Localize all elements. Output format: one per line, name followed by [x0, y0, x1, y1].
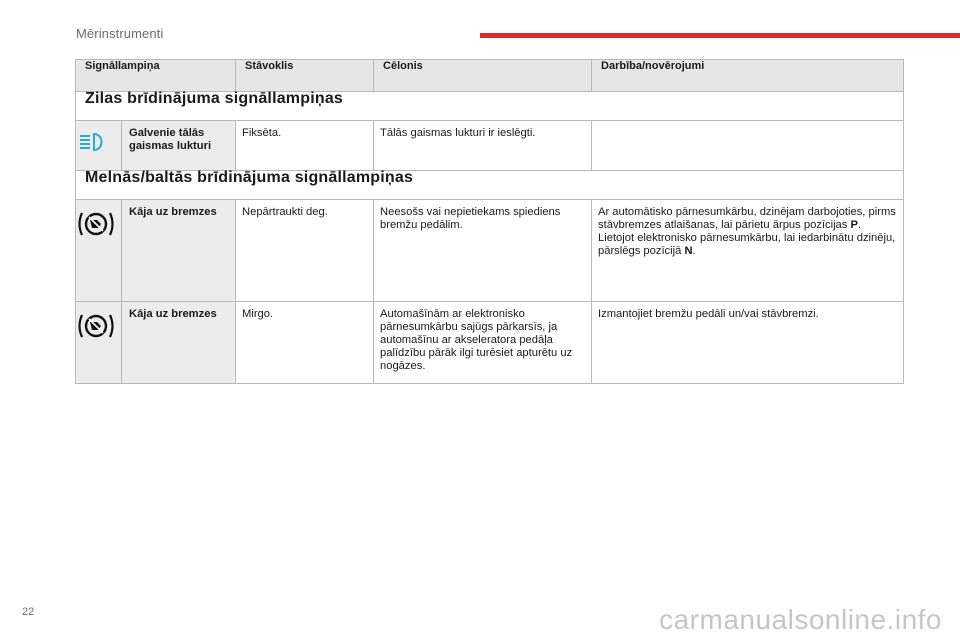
table-row [76, 200, 904, 302]
action-text: Ar automātisko pārnesumkārbu, dzinējam darbojoties, pirms stāvbremzes atlaišanas, lai pārietu ārpus pozīcijas [598, 206, 896, 231]
group-header-row [76, 92, 904, 121]
lamp-state: Mirgo. [236, 302, 374, 384]
table-row [76, 121, 904, 171]
column-header-action: Darbība/novērojumi [592, 60, 904, 92]
lamp-state: Fiksēta. [236, 121, 374, 171]
action-text: Lietojot elektronisko pārnesumkārbu, lai iedarbinātu dzinēju, pārslēgs pozīcijā [598, 232, 896, 257]
gear-position-n: N [684, 245, 693, 257]
section-title: Mērinstrumenti [76, 26, 164, 41]
watermark: carmanualsonline.info [659, 604, 942, 635]
lamp-cause: Neesošs vai nepietiekams spiediens bremžu pedālim. [374, 200, 592, 302]
lamp-action [592, 121, 904, 171]
table-row [76, 302, 904, 384]
lamp-name: Kāja uz bremzes [122, 302, 236, 384]
action-text: . [857, 219, 862, 231]
column-header-lamp: Signāllampiņa [76, 60, 236, 92]
foot-on-brake-icon [76, 209, 116, 243]
action-text: . [692, 245, 696, 257]
foot-on-brake-icon [76, 311, 116, 345]
column-header-state: Stāvoklis [236, 60, 374, 92]
column-header-cause: Cēlonis [374, 60, 592, 92]
lamp-name: Galvenie tālās gaismas lukturi [122, 121, 236, 171]
icon-cell [76, 121, 122, 171]
lamp-cause: Automašīnām ar elektronisko pārnesumkārbu sajūgs pārkarsīs, ja automašīnu ar akseleratora pedāļa palīdzību pārāk ilgi turēsiet apturētu uz nogāzes. [374, 302, 592, 384]
accent-bar [480, 33, 960, 38]
lamp-action [592, 200, 904, 302]
page-number: 22 [22, 606, 35, 618]
group-header-row [76, 171, 904, 200]
icon-cell [76, 302, 122, 384]
table-header-row [76, 60, 904, 92]
lamp-name: Kāja uz bremzes [122, 200, 236, 302]
icon-cell [76, 200, 122, 302]
warning-lamps-table [75, 59, 904, 384]
group-title-blue: Zilas brīdinājuma signāllampiņas [76, 92, 904, 121]
lamp-cause: Tālās gaismas lukturi ir ieslēgti. [374, 121, 592, 171]
gear-position-p: P [850, 219, 858, 231]
high-beam-icon [76, 130, 108, 158]
group-title-black-white: Melnās/baltās brīdinājuma signāllampiņas [76, 171, 904, 200]
lamp-state: Nepārtraukti deg. [236, 200, 374, 302]
lamp-action: Izmantojiet bremžu pedāli un/vai stāvbremzi. [592, 302, 904, 384]
